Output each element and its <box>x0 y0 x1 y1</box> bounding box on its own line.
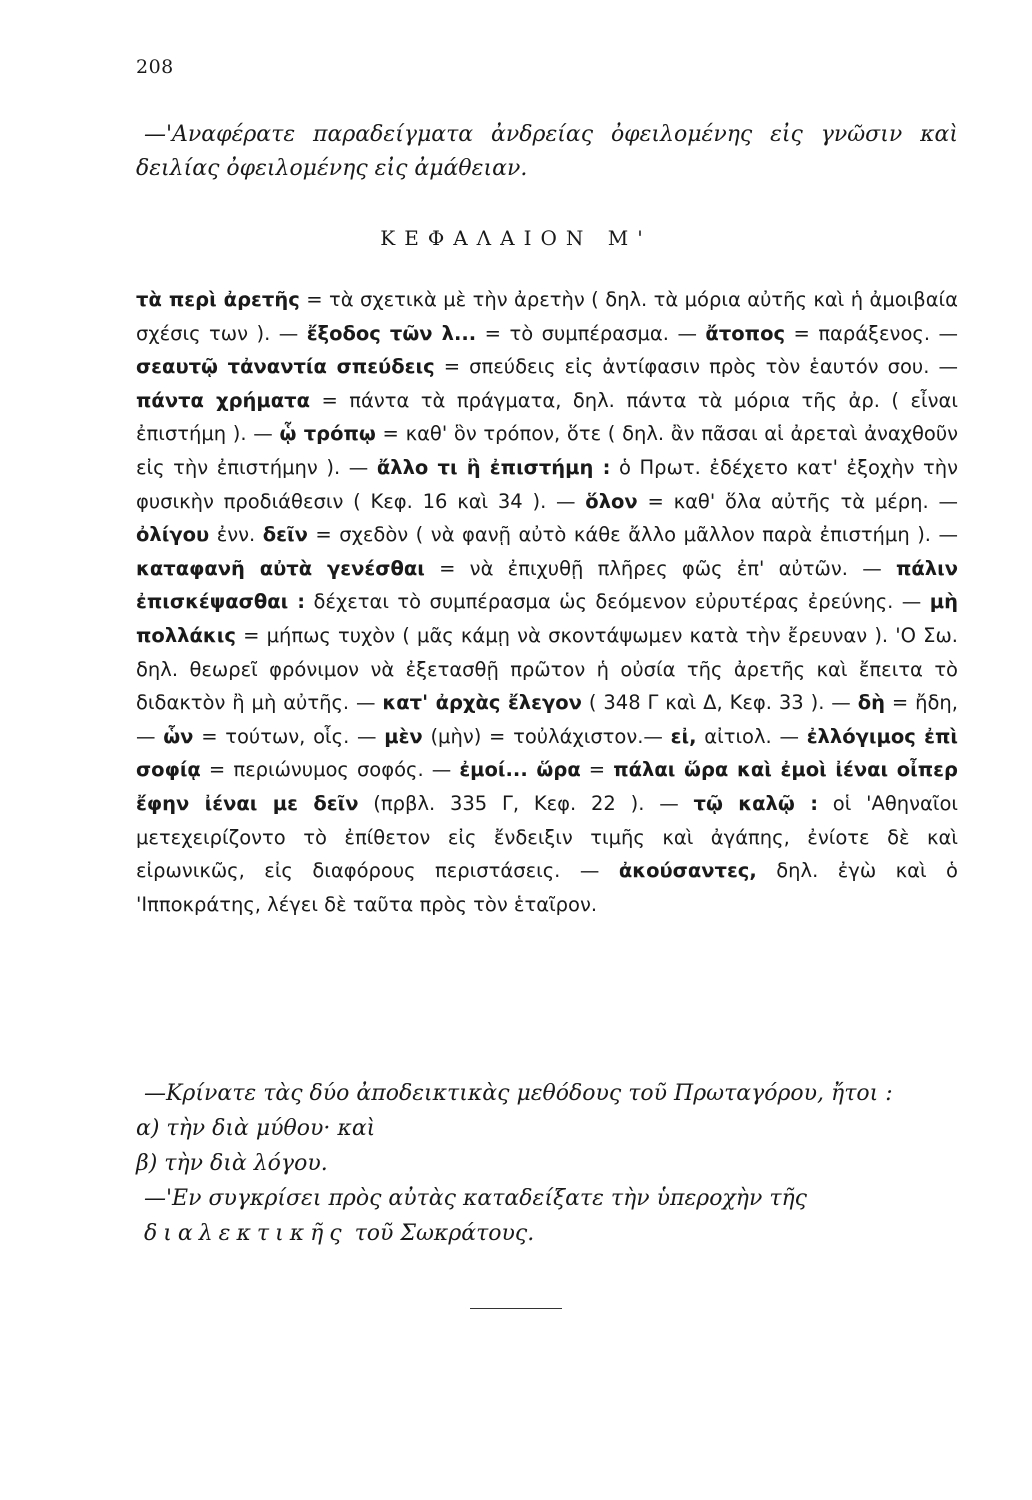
lemma-term: τὰ περὶ ἀρετῆς <box>136 288 300 311</box>
gloss-text: = ἤδη, — <box>136 691 958 748</box>
question-item-b: β) τὴν διὰ λόγου. <box>136 1151 328 1176</box>
lemma-term: καταφανῆ αὐτὰ γενέσθαι <box>136 556 425 580</box>
gloss-text: δέχεται τὸ συμπέρασμα ὡς δεόμενον εὐρυτέρας ἐρεύνης. — <box>305 590 930 614</box>
lemma-term: ἄτοπος <box>705 321 786 345</box>
gloss-text: = πάντα τὰ πράγματα, δηλ. πάντα τὰ μόρια τῆς ἀρ. ( εἶναι ἐπιστήμη ). — <box>136 388 958 446</box>
gloss-text: δηλ. ἐγὼ καὶ ὁ 'Ιπποκράτης, λέγει δὲ ταῦτα πρὸς τὸν ἑταῖρον. <box>136 859 958 916</box>
lemma-term: ἐμοί... ὥρα <box>459 758 581 782</box>
lemma-term: ᾧ τρόπῳ <box>279 422 376 446</box>
lemma-term: πάλαι ὥρα καὶ ἐμοὶ ἰέναι οἶπερ ἔφην ἰέναι με δεῖν <box>136 758 958 815</box>
question-line <box>136 1181 958 1251</box>
gloss-text: ἐνν. <box>209 523 263 547</box>
gloss-text: = τὰ σχετικὰ μὲ τὴν ἀρετὴν ( δηλ. τὰ μόρια αὐτῆς καὶ ἡ ἀμοιβαία σχέσις των ). — <box>136 288 959 345</box>
lemma-term: πάλιν ἐπισκέψασθαι : <box>136 556 958 614</box>
lemma-term: ὀλίγου <box>136 523 210 547</box>
lemma-term: τῷ καλῷ : <box>693 791 819 815</box>
gloss-text: = τὸ συμπέρασμα. — <box>476 321 706 345</box>
gloss-text: = σχεδὸν ( νὰ φανῇ αὐτὸ κάθε ἄλλο μᾶλλον παρὰ ἐπιστήμη ). — <box>307 523 959 547</box>
gloss-text: ὁ Πρωτ. ἐδέχετο κατ' ἐξοχὴν τὴν φυσικὴν προδιάθεσιν ( Κεφ. 16 καὶ 34 ). — <box>136 455 958 513</box>
lemma-term: ἔξοδος τῶν λ... <box>306 321 477 345</box>
gloss-text: = νὰ ἐπιχυθῇ πλῆρες φῶς ἐπ' αὐτῶν. — <box>424 556 896 580</box>
question-text: —'Εν συγκρίσει πρὸς αὐτὰς καταδείξατε τὴν ὑπεροχὴν τῆς <box>144 1186 807 1211</box>
gloss-text: (μὴν) = τοὐλάχιστον.— <box>422 724 671 748</box>
gloss-text: = μήπως τυχὸν ( μᾶς κάμῃ νὰ σκοντάψωμεν κατὰ τὴν ἔρευναν ). 'Ο Σω. δηλ. θεωρεῖ φρόνιμον νὰ ἐξετασθῇ πρῶτον ἡ οὐσία τῆς ἀρετῆς καὶ ἔπειτα τὸ διδακτὸν ἢ μὴ αὐτῆς. — <box>136 623 958 715</box>
lemma-term: μὴ πολλάκις <box>136 590 958 647</box>
end-rule <box>470 1308 562 1309</box>
lemma-term: δὴ <box>857 691 885 715</box>
lemma-term: ὅλον <box>585 489 638 513</box>
lemma-term: εἰ, <box>670 724 697 748</box>
gloss-text: ( 348 Γ καὶ Δ, Κεφ. 33 ). — <box>581 691 858 715</box>
lemma-term: ὧν <box>163 724 194 748</box>
gloss-text: = παράξενος. — <box>785 321 958 345</box>
spaced-term: διαλεκτικῆς <box>144 1221 348 1246</box>
lemma-term: πάντα χρήματα <box>136 388 310 412</box>
lemma-term: σεαυτῷ τἀναντία σπεύδεις <box>136 355 435 379</box>
lemma-term: μὲν <box>384 724 423 748</box>
lemma-term: ἀκούσαντες, <box>618 859 757 883</box>
lemma-term: ἐλλόγιμος ἐπὶ σοφίᾳ <box>136 724 958 782</box>
lemma-term: ἄλλο τι ἢ ἐπιστήμη : <box>376 455 611 479</box>
commentary-paragraph <box>136 283 958 921</box>
gloss-text: = τούτων, οἷς. — <box>193 724 385 748</box>
chapter-heading: ΚΕΦΑΛΑΙΟΝ Μ' <box>380 226 652 250</box>
gloss-text: αἰτιολ. — <box>696 724 807 748</box>
review-question: —'Αναφέρατε παραδείγματα ἀνδρείας ὀφειλομένης εἰς γνῶσιν καὶ δειλίας ὀφειλομένης εἰς ἀμάθειαν. <box>136 122 958 181</box>
page-number: 208 <box>136 56 174 78</box>
question-item-a: α) τὴν διὰ μύθου· καὶ <box>136 1116 376 1141</box>
gloss-text: οἱ 'Αθηναῖοι μετεχειρίζοντο τὸ ἐπίθετον εἰς ἔνδειξιν τιμῆς καὶ ἀγάπης, ἐνίοτε δὲ καὶ εἰρωνικῶς, εἰς διαφόρους περιστάσεις. — <box>136 791 958 883</box>
gloss-text: = καθ' ὃν τρόπον, ὅτε ( δηλ. ἂν πᾶσαι αἱ ἀρεταὶ ἀναχθοῦν εἰς τὴν ἐπιστήμην ). — <box>136 422 958 479</box>
gloss-text: = σπεύδεις εἰς ἀντίφασιν πρὸς τὸν ἑαυτόν σου. — <box>434 355 958 379</box>
gloss-text: (πρβλ. 335 Γ, Κεφ. 22 ). — <box>358 791 694 815</box>
gloss-text: = περιώνυμος σοφός. — <box>200 758 460 782</box>
lemma-term: δεῖν <box>262 523 308 547</box>
question-text: τοῦ Σωκράτους. <box>347 1221 535 1246</box>
gloss-text: = <box>580 758 614 782</box>
question-line: —Κρίνατε τὰς δύο ἀποδεικτικὰς μεθόδους τοῦ Πρωταγόρου, ἤτοι : <box>144 1081 893 1106</box>
lemma-term: κατ' ἀρχὰς ἔλεγον <box>382 691 582 715</box>
review-questions <box>136 1076 958 1251</box>
gloss-text: = καθ' ὅλα αὐτῆς τὰ μέρη. — <box>637 489 958 513</box>
